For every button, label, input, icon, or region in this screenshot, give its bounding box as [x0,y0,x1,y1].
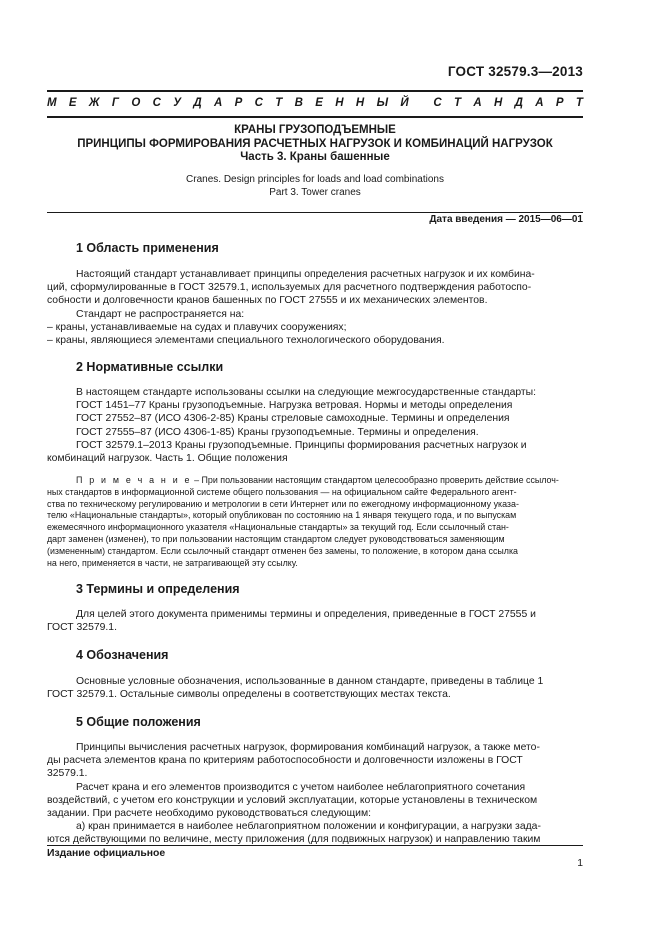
standard-kind-letter: Ы [376,97,389,109]
top-rule [47,90,583,92]
section-body-general [47,741,583,847]
text-line: ций, сформулированные в ГОСТ 32579.1, используемых для расчетного подтверждения работоспо- [47,282,532,294]
text-line: Стандарт не распространяется на: [76,308,245,320]
standard-kind-letter: Ж [88,97,100,109]
note-line: ных стандартов в информационной системе общего пользования — на официальном сайте Федерального агент- [47,486,517,497]
title-en-line: Part 3. Tower cranes [269,186,361,198]
standard-kind-letter: М [47,97,57,109]
title-line: КРАНЫ ГРУЗОПОДЪЕМНЫЕ [234,124,396,136]
standard-kind-letter: Н [335,97,344,109]
section-heading-symbols: 4 Обозначения [76,648,169,662]
date-rule [47,212,583,213]
standard-kind-letter: Т [575,97,583,109]
section-heading-general: 5 Общие положения [76,715,201,729]
standard-kind-letter: А [535,97,544,109]
standard-kind-letter: О [131,97,141,109]
text-line: ГОСТ 32579.1. [47,622,117,634]
reference-item: ГОСТ 1451–77 Краны грузоподъемные. Нагрузка ветровая. Нормы и методы определения [76,400,513,412]
section-body-symbols [47,675,583,701]
text-line: 32579.1. [47,768,88,780]
section-body-references [47,386,583,465]
gost-number: ГОСТ 32579.3—2013 [447,64,583,79]
title-part: Часть 3. Краны башенные [240,151,390,163]
section-heading-scope: 1 Область применения [76,241,219,255]
standard-kind-letter: С [433,97,442,109]
reference-item: ГОСТ 27555–87 (ИСО 4306-1-85) Краны грузоподъемные. Термины и определения. [76,426,479,438]
footer-rule [47,845,583,846]
section-heading-references: 2 Нормативные ссылки [76,360,224,374]
text-line: ГОСТ 32579.1. Остальные символы определены в соответствующих местах текста. [47,689,451,701]
list-item: а) кран принимается в наиболее неблагоприятном положении и конфигурации, а нагрузки задa- [76,821,541,833]
title-en-line: Cranes. Design principles for loads and load combinations [186,174,444,185]
note-line: ства по техническому регулированию и метрологии в сети Интернет или по ежегодному информационному указа- [47,498,519,509]
standard-kind-letter: В [294,97,303,109]
standard-kind-letter: А [473,97,482,109]
text-line: ды расчета элементов крана по критериям работоспособности и долговечности изложены в ГОСТ [47,755,523,767]
page-number: 1 [577,858,583,869]
standard-kind-letter: У [173,97,182,109]
standard-kind-letter: Д [193,97,202,109]
standard-kind-letter: Р [555,97,564,109]
text-line: ются действующими по величине, месту приложения (для подвижных нагрузок) и направлению таким [47,834,541,846]
standard-kind-letter: С [254,97,263,109]
document-title [47,124,583,165]
text-line: Для целей этого документа применимы термины и определения, приведенные в ГОСТ 27555 и [76,609,536,620]
list-item: – краны, устанавливаемые на судах и плавучих сооружениях; [47,321,347,333]
edition-label: Издание официальное [47,848,166,859]
standard-kind-letter: Е [315,97,323,109]
note-line: дарт заменен (изменен), то при пользовании настоящим стандартом следует руководствоваться заменяющим [47,533,505,544]
section-body-terms [47,608,583,634]
standard-kind-letter: Д [514,97,523,109]
note-line: ежемесячного информационного указателя «Национальные стандарты» за текущий год. Если ссылочный стан- [47,522,509,533]
introduction-date: Дата введения — 2015—06—01 [429,214,583,225]
title-line: ПРИНЦИПЫ ФОРМИРОВАНИЯ РАСЧЕТНЫХ НАГРУЗОК И КОМБИНАЦИЙ НАГРУЗОК [77,137,553,150]
header-rule [47,116,583,118]
note-label: П р и м е ч а н и е [76,475,192,485]
standard-kind-letter: Т [453,97,461,109]
section-heading-terms: 3 Термины и определения [76,582,240,596]
standard-kind-letter: Н [493,97,503,109]
reference-item: ГОСТ 32579.1–2013 Краны грузоподъемные. Принципы формирования расчетных нагрузок и [76,439,527,451]
section-body-scope [47,268,583,347]
standard-kind-letter: Н [355,97,365,109]
text-line: собности и долговечности кранов башенных по ГОСТ 27555 и их механических элементов. [47,295,488,307]
standard-kind-line [47,93,583,113]
reference-item: ГОСТ 27552–87 (ИСО 4306-2-85) Краны стреловые самоходные. Термины и определения [76,413,510,425]
standard-kind-letter: Г [111,97,119,109]
note-line [47,475,583,487]
note-text: – При пользовании настоящим стандартом целесообразно проверить действие ссылоч- [191,475,559,485]
text-line: Основные условные обозначения, использованные в данном стандарте, приведены в таблице 1 [76,676,544,687]
standard-kind-letter: А [214,97,223,109]
note-line: телю «Национальные стандарты», который опубликован по состоянию на 1 января текущего года, и по выпускам [47,510,517,521]
standard-kind-letter: Р [234,97,243,109]
standard-kind-letter: Е [68,97,77,109]
text-line: Настоящий стандарт устанавливает принципы определения расчетных нагрузок и их комбина- [76,269,535,280]
text-line: В настоящем стандарте использованы ссылки на следующие межгосударственные стандарты: [76,387,537,398]
text-line: Принципы вычисления расчетных нагрузок, формирования комбинаций нагрузок, а также мето- [76,742,540,753]
text-line: Расчет крана и его элементов производится с учетом наиболее неблагоприятного сочетания [76,781,526,793]
text-line: задании. При расчете необходимо руководствоваться следующим: [47,808,371,820]
standard-kind-letter: Й [400,97,409,109]
references-note [47,475,583,569]
note-line: на него, применяется в части, не затрагивающей эту ссылку. [47,557,298,568]
list-item: – краны, являющиеся элементами специального технологического оборудования. [47,335,445,347]
standard-kind-letter: Т [275,97,283,109]
reference-item: комбинаций нагрузок. Часть 1. Общие положения [47,453,288,465]
standard-kind-letter: С [152,97,161,109]
text-line: воздействий, с учетом его конструкции и условий эксплуатации, которые установлены в техническом [47,794,538,806]
note-line: (измененным) стандартом. Если ссылочный стандарт отменен без замены, то положение, в котором дана ссылка [47,545,518,556]
document-title-english [47,174,583,199]
